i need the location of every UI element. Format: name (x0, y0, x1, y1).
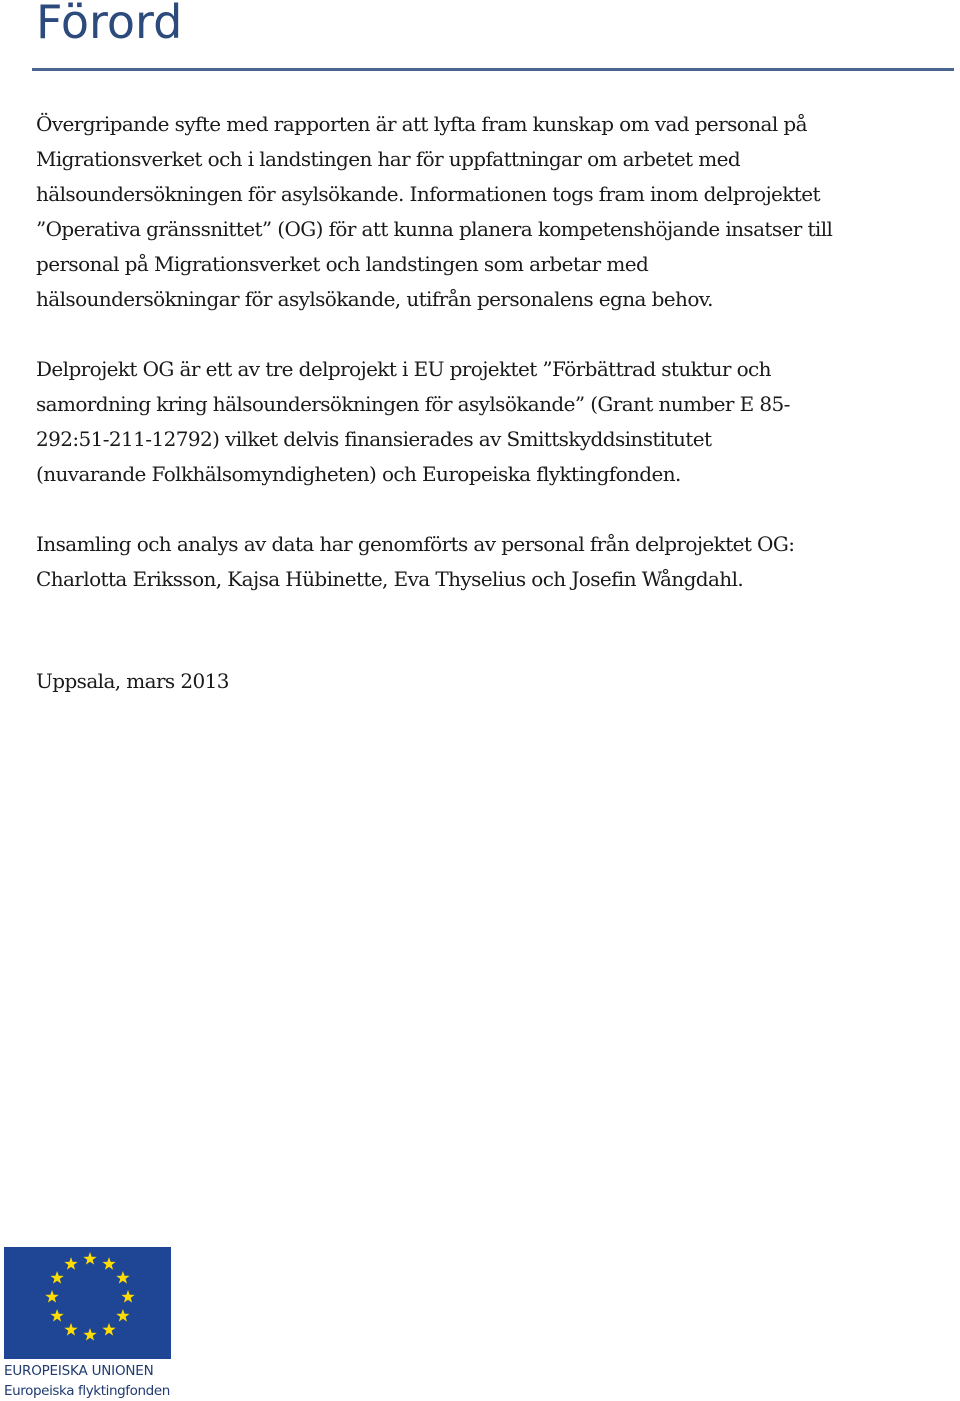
text-line: Migrationsverket och i landstingen har för uppfattningar om arbetet med (36, 147, 741, 171)
place-date: Uppsala, mars 2013 (36, 669, 229, 693)
paragraph-purpose (36, 107, 951, 317)
text-line: hälsoundersökningar för asylsökande, utifrån personalens egna behov. (36, 287, 713, 311)
body-text (36, 107, 951, 632)
page-title: Förord (36, 0, 183, 49)
eu-flag-icon (4, 1247, 171, 1359)
text-line: Charlotta Eriksson, Kajsa Hübinette, Eva Thyselius och Josefin Wångdahl. (36, 567, 744, 591)
text-line: ”Operativa gränssnittet” (OG) för att kunna planera kompetenshöjande insatser till (36, 217, 833, 241)
text-line: Insamling och analys av data har genomförts av personal från delprojektet OG: (36, 532, 795, 556)
eu-logo-text-union: EUROPEISKA UNIONEN (4, 1363, 154, 1379)
title-divider (32, 68, 954, 71)
eu-logo-text-fund: Europeiska flyktingfonden (4, 1383, 170, 1399)
text-line: Övergripande syfte med rapporten är att lyfta fram kunskap om vad personal på (36, 112, 807, 136)
text-line: (nuvarande Folkhälsomyndigheten) och Europeiska flyktingfonden. (36, 462, 681, 486)
text-line: Delprojekt OG är ett av tre delprojekt i EU projektet ”Förbättrad stuktur och (36, 357, 771, 381)
text-line: personal på Migrationsverket och landstingen som arbetar med (36, 252, 649, 276)
paragraph-project (36, 352, 951, 492)
text-line: 292:51-211-12792) vilket delvis finansierades av Smittskyddsinstitutet (36, 427, 712, 451)
paragraph-authors (36, 527, 951, 597)
text-line: hälsoundersökningen för asylsökande. Informationen togs fram inom delprojektet (36, 182, 820, 206)
text-line: samordning kring hälsoundersökningen för asylsökande” (Grant number E 85- (36, 392, 790, 416)
eu-logo (4, 1247, 172, 1401)
